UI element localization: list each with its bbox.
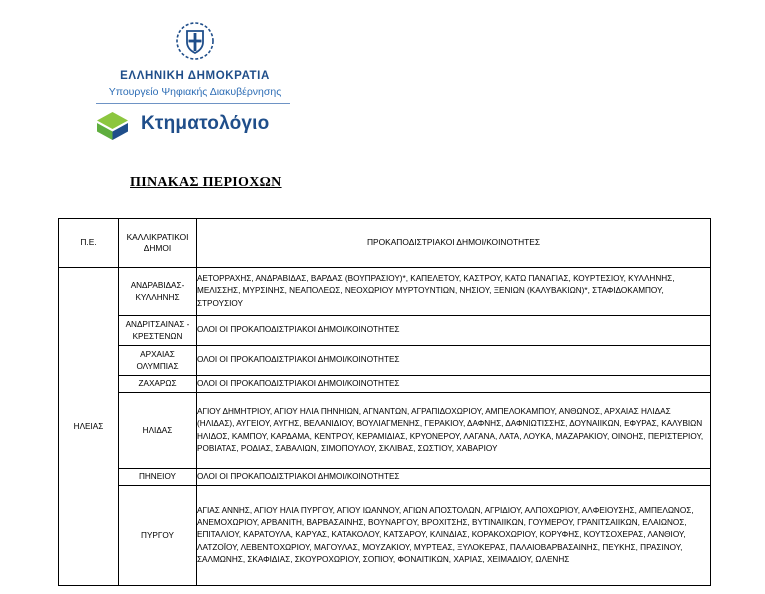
- communities-cell: ΟΛΟΙ ΟΙ ΠΡΟΚΑΠΟΔΙΣΤΡΙΑΚΟΙ ΔΗΜΟΙ/ΚΟΙΝΟΤΗΤΕΣ: [197, 346, 711, 376]
- communities-cell: ΑΓΙΑΣ ΑΝΝΗΣ, ΑΓΙΟΥ ΗΛΙΑ ΠΥΡΓΟΥ, ΑΓΙΟΥ ΙΩΑΝΝΟΥ, ΑΓΙΩΝ ΑΠΟΣΤΟΛΩΝ, ΑΓΡΙΔΙΟΥ, ΑΛΠΟΧΩΡΙΟΥ, ΑΛΦΕΙΟΥΣΗΣ, ΑΜΠΕΛΩΝΟΣ, ΑΝΕΜΟΧΩΡΙΟΥ, ΑΡΒΑΝΙΤΗ, ΒΑΡΒΑΣΑΙΝΗΣ, ΒΟΥΝΑΡΓΟΥ, ΒΡΟΧΙΤΣΗΣ, ΒΥΤΙΝΑΙΙΚΩΝ, ΓΟΥΜΕΡΟΥ, ΓΡΑΝΙΤΣΑΙΙΚΩΝ, ΕΛΑΙΩΝΟΣ, ΕΠΙΤΑΛΙΟΥ, ΚΑΡΑΤΟΥΛΑ, ΚΑΡΥΑΣ, ΚΑΤΑΚΟΛΟΥ, ΚΑΤΣΑΡΟΥ, ΚΛΙΝΔΙΑΣ, ΚΟΡΑΚΟΧΩΡΙΟΥ, ΚΟΡΥΦΗΣ, ΚΟΥΤΣΟΧΕΡΑΣ, ΛΑΝΘΙΟΥ, ΛΑΤΖΟΪΟΥ, ΛΕΒΕΝΤΟΧΩΡΙΟΥ, ΜΑΓΟΥΛΑΣ, ΜΟΥΖΑΚΙΟΥ, ΜΥΡΤΕΑΣ, ΞΥΛΟΚΕΡΑΣ, ΠΑΛΑΙΟΒΑΡΒΑΣΑΙΝΗΣ, ΠΕΥΚΗΣ, ΠΡΑΣΙΝΟΥ, ΣΑΛΜΩΝΗΣ, ΣΚΑΦΙΔΙΑΣ, ΣΚΟΥΡΟΧΩΡΙΟΥ, ΣΟΠΙΟΥ, ΦΟΝΑΙΤΙΚΩΝ, ΧΑΡΙΑΣ, ΧΕΙΜΑΔΙΟΥ, ΩΛΕΝΗΣ: [197, 486, 711, 586]
- municipality-cell: ΗΛΙΔΑΣ: [119, 393, 197, 469]
- communities-cell: ΑΕΤΟΡΡΑΧΗΣ, ΑΝΔΡΑΒΙΔΑΣ, ΒΑΡΔΑΣ (ΒΟΥΠΡΑΣΙΟΥ)*, ΚΑΠΕΛΕΤΟΥ, ΚΑΣΤΡΟΥ, ΚΑΤΩ ΠΑΝΑΓΙΑΣ, ΚΟΥΡΤΕΣΙΟΥ, ΚΥΛΛΗΝΗΣ, ΜΕΛΙΣΣΗΣ, ΜΥΡΣΙΝΗΣ, ΝΕΑΠΟΛΕΩΣ, ΝΕΟΧΩΡΙΟΥ ΜΥΡΤΟΥΝΤΙΩΝ, ΝΗΣΙΟΥ, ΞΕΝΙΩΝ (ΚΑΛΥΒΑΚΙΩΝ)*, ΣΤΑΦΙΔΟΚΑΜΠΟΥ, ΣΤΡΟΥΣΙΟΥ: [197, 268, 711, 316]
- header-divider: [96, 103, 290, 104]
- table-row: [59, 393, 711, 469]
- ktimatologio-cube-logo-icon: [96, 111, 129, 141]
- table-row: [59, 469, 711, 486]
- table-row: [59, 268, 711, 316]
- pe-cell: ΗΛΕΙΑΣ: [59, 268, 119, 586]
- areas-table: [58, 218, 711, 586]
- ministry-name: Υπουργείο Ψηφιακής Διακυβέρνησης: [108, 86, 282, 98]
- municipality-cell: ΠΥΡΓΟΥ: [119, 486, 197, 586]
- table-row: [59, 376, 711, 393]
- document-header: [0, 0, 765, 150]
- header-pe: Π.Ε.: [59, 219, 119, 268]
- greek-coat-of-arms-icon: [173, 20, 217, 62]
- communities-cell: ΟΛΟΙ ΟΙ ΠΡΟΚΑΠΟΔΙΣΤΡΙΑΚΟΙ ΔΗΜΟΙ/ΚΟΙΝΟΤΗΤΕΣ: [197, 469, 711, 486]
- communities-cell: ΑΓΙΟΥ ΔΗΜΗΤΡΙΟΥ, ΑΓΙΟΥ ΗΛΙΑ ΠΗΝΗΙΩΝ, ΑΓΝΑΝΤΩΝ, ΑΓΡΑΠΙΔΟΧΩΡΙΟΥ, ΑΜΠΕΛΟΚΑΜΠΟΥ, ΑΝΘΩΝΟΣ, ΑΡΧΑΙΑΣ ΗΛΙΔΑΣ (ΗΛΙΔΑΣ), ΑΥΓΕΙΟΥ, ΑΥΓΗΣ, ΒΕΛΑΝΙΔΙΟΥ, ΒΟΥΛΙΑΓΜΕΝΗΣ, ΓΕΡΑΚΙΟΥ, ΔΑΦΝΗΣ, ΔΑΦΝΙΩΤΙΣΣΗΣ, ΔΟΥΝΑΙΙΚΩΝ, ΕΦΥΡΑΣ, ΚΑΛΥΒΙΩΝ ΗΛΙΔΟΣ, ΚΑΜΠΟΥ, ΚΑΡΔΑΜΑ, ΚΕΝΤΡΟΥ, ΚΕΡΑΜΙΔΙΑΣ, ΚΡΥΟΝΕΡΟΥ, ΛΑΓΑΝΑ, ΛΑΤΑ, ΛΟΥΚΑ, ΜΑΖΑΡΑΚΙΟΥ, ΟΙΝΟΗΣ, ΠΕΡΙΣΤΕΡΙΟΥ, ΡΟΒΙΑΤΑΣ, ΡΟΔΙΑΣ, ΣΑΒΑΛΙΩΝ, ΣΙΜΟΠΟΥΛΟΥ, ΣΚΛΙΒΑΣ, ΣΩΣΤΙΟΥ, ΧΑΒΑΡΙΟΥ: [197, 393, 711, 469]
- document-title: ΠΙΝΑΚΑΣ ΠΕΡΙΟΧΩΝ: [130, 175, 282, 190]
- ktimatologio-logo-text: Κτηματολόγιο: [141, 113, 270, 134]
- table-row: [59, 316, 711, 346]
- header-kallikratikoi: ΚΑΛΛΙΚΡΑΤΙΚΟΙ ΔΗΜΟΙ: [119, 219, 197, 268]
- header-prokapodistriakoi: ΠΡΟΚΑΠΟΔΙΣΤΡΙΑΚΟΙ ΔΗΜΟΙ/ΚΟΙΝΟΤΗΤΕΣ: [197, 219, 711, 268]
- table-row: [59, 346, 711, 376]
- municipality-cell: ΑΡΧΑΙΑΣ ΟΛΥΜΠΙΑΣ: [119, 346, 197, 376]
- municipality-cell: ΑΝΔΡΑΒΙΔΑΣ-ΚΥΛΛΗΝΗΣ: [119, 268, 197, 316]
- municipality-cell: ΑΝΔΡΙΤΣΑΙΝΑΣ - ΚΡΕΣΤΕΝΩΝ: [119, 316, 197, 346]
- table-header-row: [59, 219, 711, 268]
- municipality-cell: ΖΑΧΑΡΩΣ: [119, 376, 197, 393]
- communities-cell: ΟΛΟΙ ΟΙ ΠΡΟΚΑΠΟΔΙΣΤΡΙΑΚΟΙ ΔΗΜΟΙ/ΚΟΙΝΟΤΗΤΕΣ: [197, 316, 711, 346]
- table-row: [59, 486, 711, 586]
- communities-cell: ΟΛΟΙ ΟΙ ΠΡΟΚΑΠΟΔΙΣΤΡΙΑΚΟΙ ΔΗΜΟΙ/ΚΟΙΝΟΤΗΤΕΣ: [197, 376, 711, 393]
- government-name: ΕΛΛΗΝΙΚΗ ΔΗΜΟΚΡΑΤΙΑ: [120, 70, 270, 82]
- municipality-cell: ΠΗΝΕΙΟΥ: [119, 469, 197, 486]
